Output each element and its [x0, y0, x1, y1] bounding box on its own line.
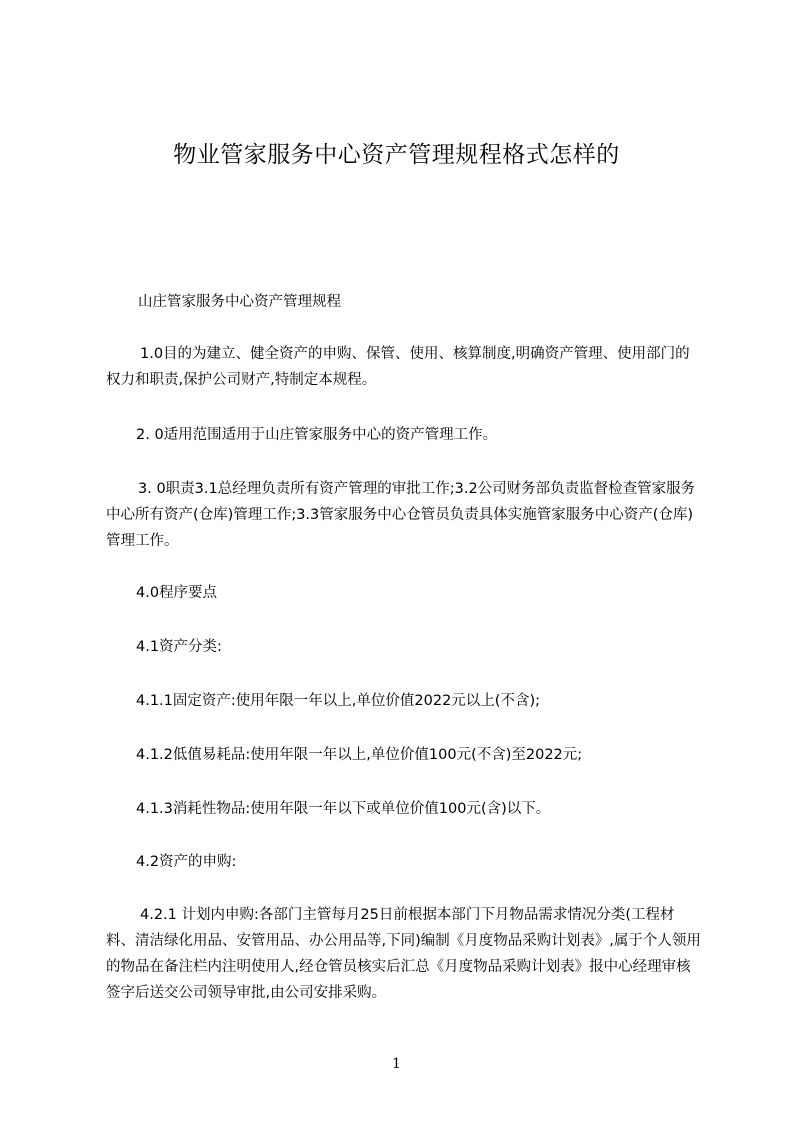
paragraph-classification: 4.1资产分类: — [136, 639, 222, 655]
paragraph-fixed-assets: 4.1.1固定资产:使用年限一年以上,单位价值2022元以上(不含); — [136, 693, 540, 709]
paragraph-heading: 山庄管家服务中心资产管理规程 — [138, 294, 341, 310]
paragraph-purpose: 1.0目的为建立、健全资产的申购、保管、使用、核算制度,明确资产管理、使用部门的权力和职责,保护公司财产,特制定本规程。 — [106, 346, 690, 388]
paragraph-low-value-items: 4.1.2低值易耗品:使用年限一年以上,单位价值100元(不含)至2022元; — [136, 747, 583, 763]
paragraph-responsibilities: 3. 0职责3.1总经理负责所有资产管理的审批工作;3.2公司财务部负责监督检查管家服务中心所有资产(仓库)管理工作;3.3管家服务中心仓管员负责具体实施管家服务中心资产(仓库)管理工作。 — [106, 481, 696, 549]
paragraph-procedure: 4.0程序要点 — [136, 585, 218, 601]
page-number: 1 — [392, 1056, 401, 1072]
paragraph-scope: 2. 0适用范围适用于山庄管家服务中心的资产管理工作。 — [136, 427, 498, 443]
paragraph-consumables: 4.1.3消耗性物品:使用年限一年以下或单位价值100元(含)以下。 — [136, 801, 551, 817]
paragraph-purchase: 4.2资产的申购: — [136, 854, 237, 870]
paragraph-planned-purchase: 4.2.1 计划内申购:各部门主管每月25日前根据本部门下月物品需求情况分类(工程材料、清洁绿化用品、安管用品、办公用品等,下同)编制《月度物品采购计划表》,属于个人领用的物品在备注栏内注明使用人,经仓管员核实后汇总《月度物品采购计划表》报中心经理审核签字后送交公司领导审批,由公司安排采购。 — [106, 907, 701, 1001]
document-title: 物业管家服务中心资产管理规程格式怎样的 — [173, 142, 620, 168]
